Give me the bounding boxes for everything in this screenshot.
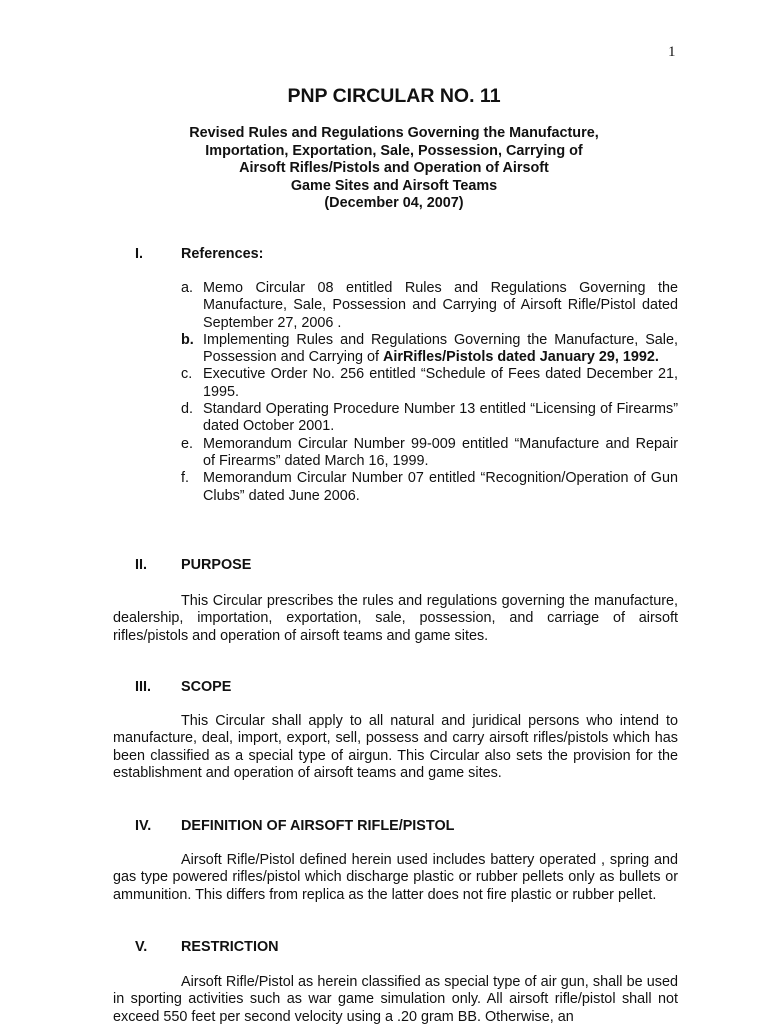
subtitle-line: Importation, Exportation, Sale, Possession, Carrying of: [205, 142, 583, 159]
item-text: Memorandum Circular Number 99-009 entitled “Manufacture and Repair of Firearms” dated March 16, 1999.: [203, 435, 678, 469]
item-letter: f.: [181, 470, 189, 487]
subtitle-date: (December 04, 2007): [324, 195, 464, 211]
subtitle-line: Airsoft Rifles/Pistols and Operation of Airsoft: [239, 160, 549, 176]
item-text: Memo Circular 08 entitled Rules and Regulations Governing the Manufacture, Sale, Possession and Carrying of Airsoft Rifle/Pistol dated September 27, 2006 .: [203, 280, 678, 331]
purpose-paragraph: This Circular prescribes the rules and regulations governing the manufacture, dealership, importation, exportation, sale, possession, and carriage of airsoft rifles/pistols and operation of airsoft teams and game sites.: [113, 593, 678, 644]
item-text: Executive Order No. 256 entitled “Schedule of Fees dated December 21, 1995.: [203, 366, 678, 400]
section-title: DEFINITION OF AIRSOFT RIFLE/PISTOL: [181, 818, 455, 834]
section-heading-restriction: [135, 939, 279, 956]
section-number: IV.: [135, 818, 152, 834]
document-subtitle: [0, 125, 768, 213]
section-title: SCOPE: [181, 679, 232, 695]
document-title: PNP CIRCULAR NO. 11: [287, 85, 501, 107]
item-text-bold: AirRifles/Pistols dated January 29, 1992.: [382, 349, 659, 366]
list-item: [181, 280, 678, 332]
subtitle-line: Revised Rules and Regulations Governing the Manufacture,: [189, 125, 599, 141]
definition-paragraph: Airsoft Rifle/Pistol defined herein used includes battery operated , spring and gas type powered rifles/pistol which discharge plastic or rubber pellets only as bullets or ammunition. This differs from replica as the latter does not fire plastic or rubber pellet.: [113, 852, 678, 903]
section-heading-scope: [135, 679, 231, 696]
section-title: PURPOSE: [181, 557, 252, 573]
section-number: II.: [135, 557, 147, 573]
list-item: [181, 436, 678, 471]
subtitle-line: Game Sites and Airsoft Teams: [290, 177, 498, 194]
scope-paragraph: This Circular shall apply to all natural and juridical persons who intend to manufacture, deal, import, export, sell, possess and carry airsoft rifles/pistols which has been classified as a special type of airgun. This Circular also sets the provision for the establishment and operation of airsoft teams and game sites.: [113, 713, 678, 781]
section-title: RESTRICTION: [181, 939, 279, 955]
item-letter: e.: [181, 435, 194, 452]
section-heading-definition: [135, 818, 454, 835]
item-letter: c.: [181, 366, 193, 383]
item-letter: a.: [181, 280, 194, 296]
section-number: V.: [135, 939, 148, 955]
item-letter: d.: [181, 401, 194, 418]
references-list: [181, 280, 678, 505]
section-heading-references: [135, 246, 263, 263]
list-item: [181, 401, 678, 436]
item-text: Memorandum Circular Number 07 entitled “Recognition/Operation of Gun Clubs” dated June 2006.: [203, 470, 678, 504]
list-item: [181, 470, 678, 505]
section-number: III.: [135, 679, 151, 695]
list-item: [181, 366, 678, 401]
item-text: [203, 332, 678, 367]
item-text-regular: Implementing Rules and Regulations Governing the Manufacture, Sale, Possession and Carrying of: [203, 331, 678, 366]
section-number: I.: [135, 246, 143, 262]
item-letter: b.: [181, 331, 194, 348]
list-item: [181, 332, 678, 367]
item-text: Standard Operating Procedure Number 13 entitled “Licensing of Firearms” dated October 2001.: [203, 401, 678, 435]
page-number: 1: [668, 44, 676, 60]
section-title: References:: [181, 246, 264, 262]
section-heading-purpose: [135, 557, 251, 574]
restriction-paragraph: Airsoft Rifle/Pistol as herein classified as special type of air gun, shall be used in sporting activities such as war game simulation only. All airsoft rifle/pistol shall not exceed 550 feet per second velocity using a .20 gram BB. Otherwise, an: [113, 974, 678, 1025]
